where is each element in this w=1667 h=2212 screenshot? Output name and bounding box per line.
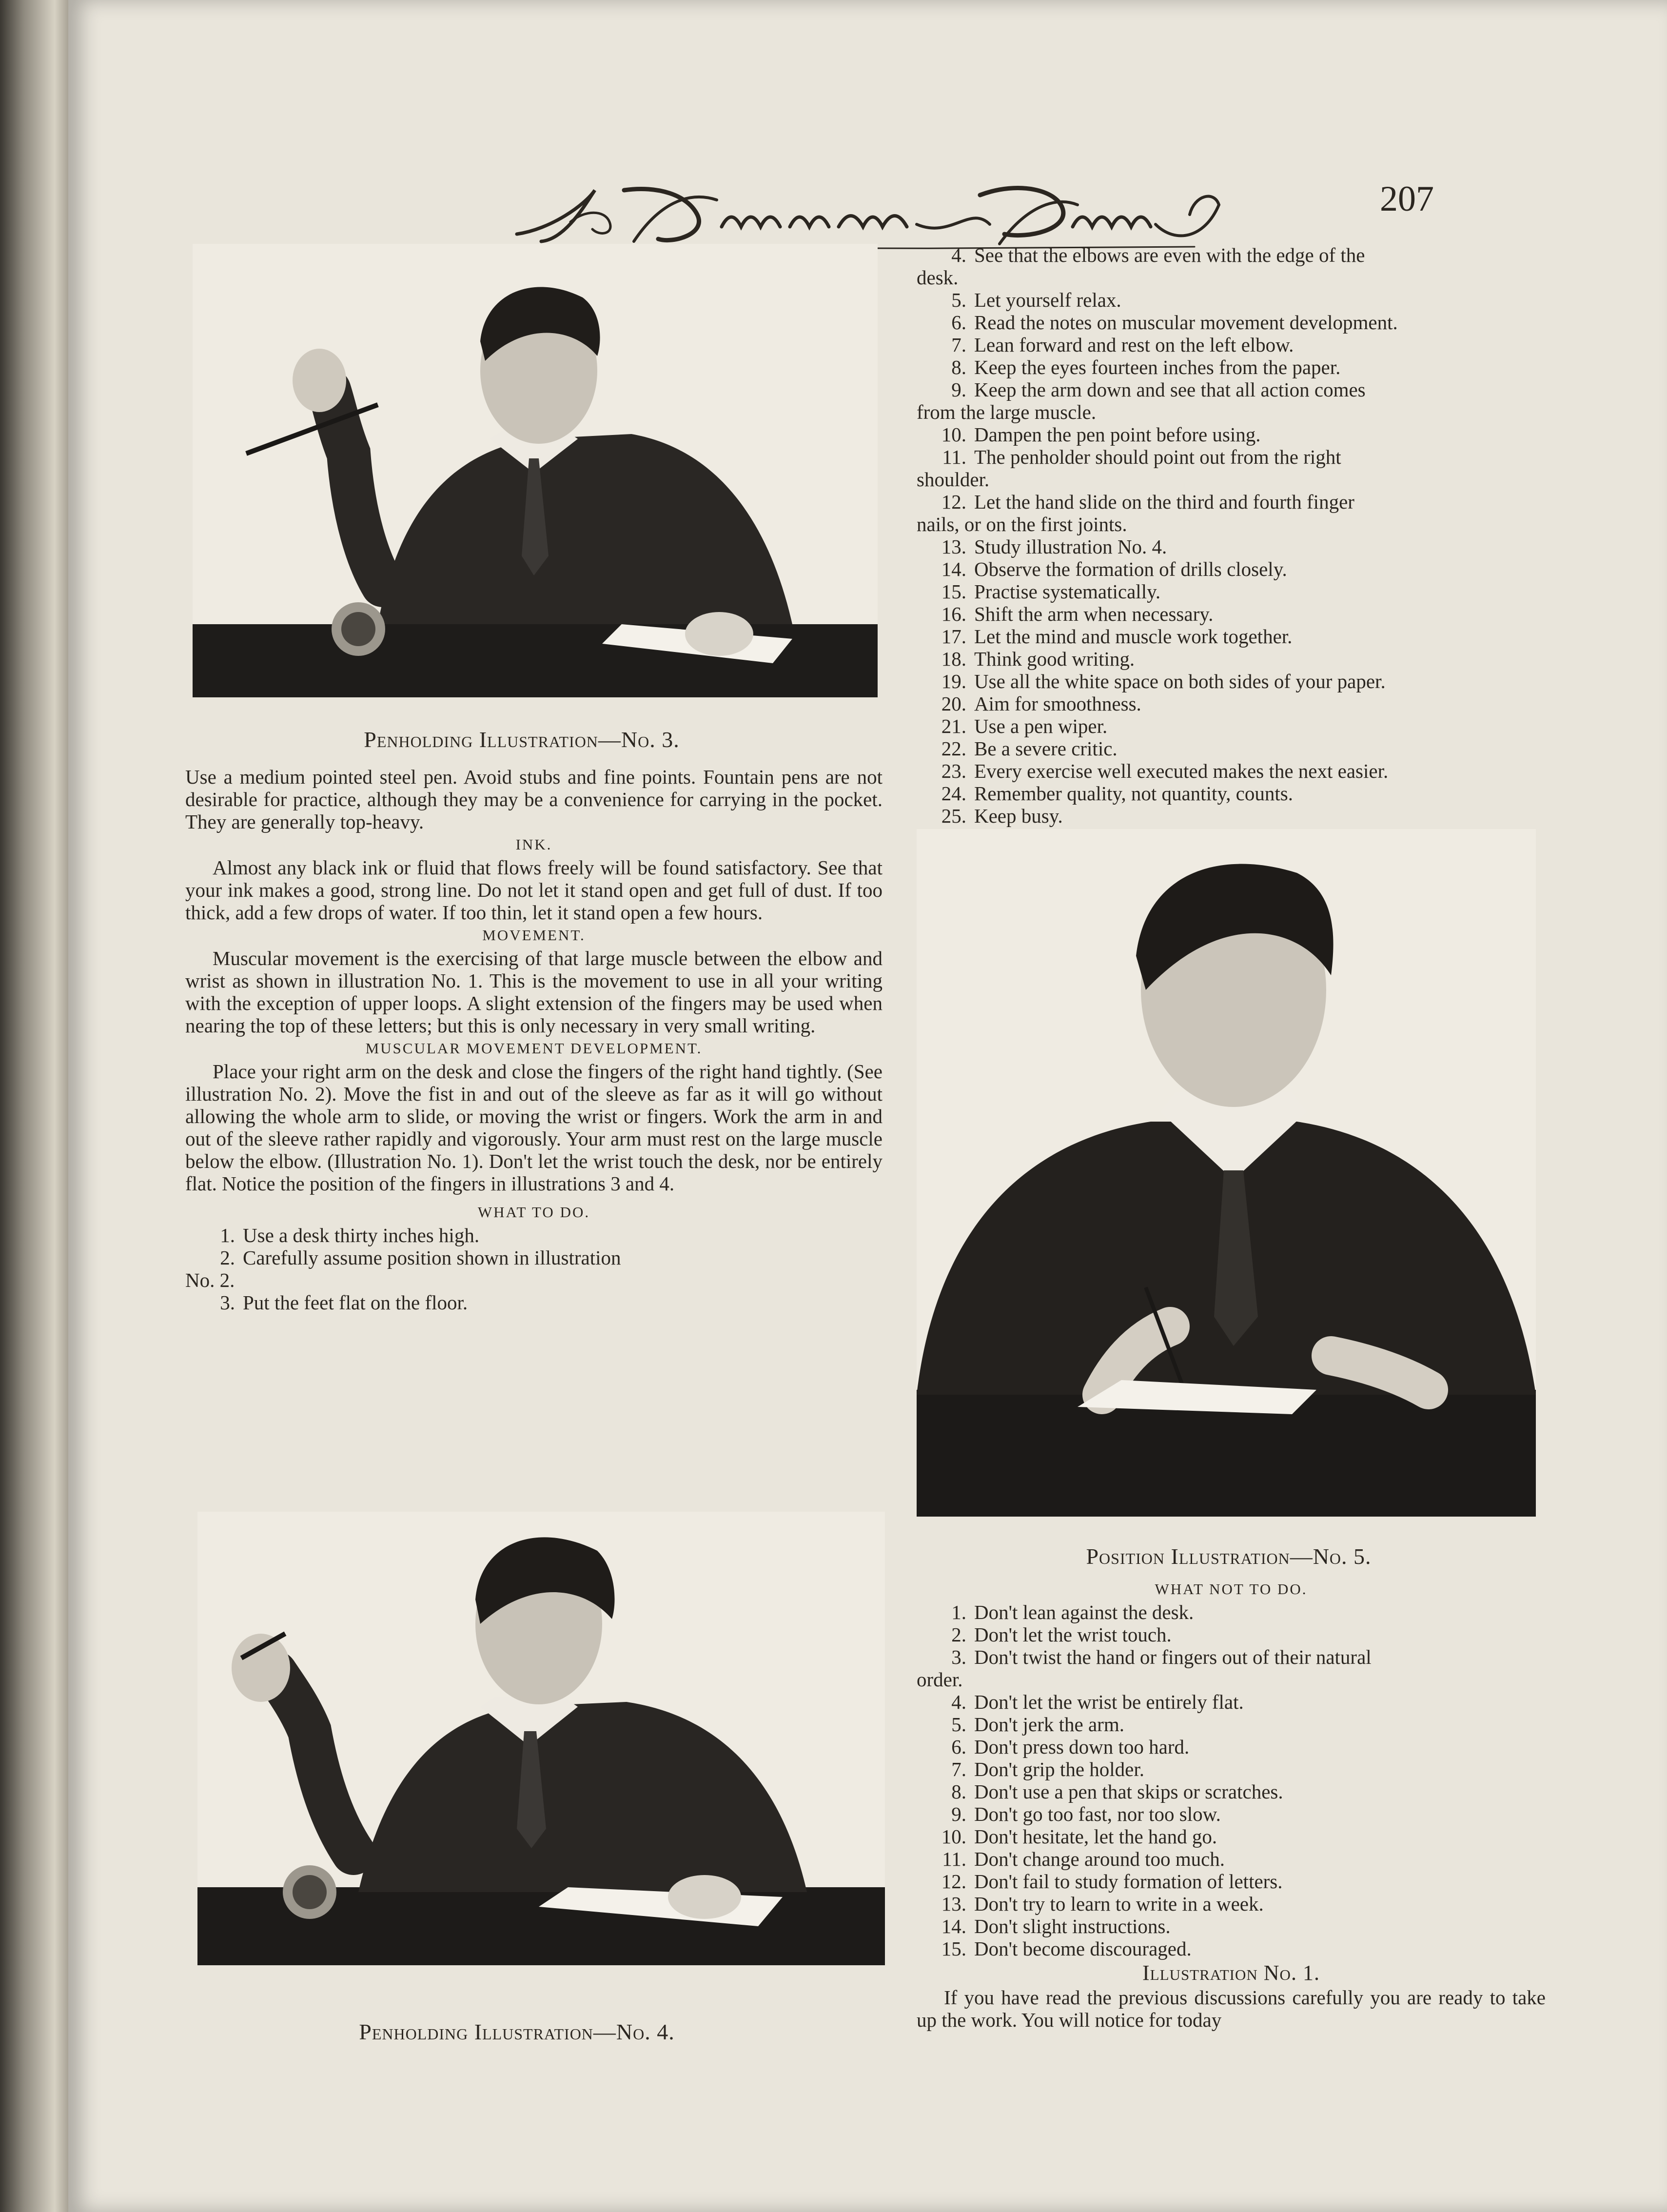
list-item-text: Don't press down too hard. [974,1736,1190,1758]
list-item-number: 9. [951,1803,966,1825]
list-item-number: 1. [220,1224,235,1246]
list-item-continuation: No. 2. [185,1269,235,1291]
list-item-number: 23. [941,760,966,782]
list-item [917,1893,1546,1915]
list-item-text: Let the mind and muscle work together. [974,625,1293,648]
list-item-continuation: shoulder. [917,468,990,491]
list-item [917,625,1531,648]
list-item [185,1291,883,1314]
list-item [917,603,1531,625]
list-item [917,1780,1546,1803]
list-item-text: Don't try to learn to write in a week. [974,1893,1264,1915]
photo-penholding-3 [193,244,878,697]
list-item-number: 18. [941,648,966,670]
photo-position-5 [917,829,1536,1517]
list-item-continuation: nails, or on the first joints. [917,513,1127,535]
list-item [917,1937,1546,1960]
list-item-number: 25. [941,805,966,827]
illustration-1-heading: Illustration No. 1. [1142,1961,1320,1985]
list-item-number: 22. [941,737,966,760]
list-item [917,1848,1546,1870]
list-item-number: 24. [941,782,966,805]
list-item-text: See that the elbows are even with the edge of the [974,244,1365,266]
list-item-number: 20. [941,692,966,715]
list-item-number: 4. [951,1691,966,1713]
list-item-text: Aim for smoothness. [974,692,1141,715]
list-item-continuation: order. [917,1668,963,1691]
list-item-continuation: desk. [917,266,959,289]
list-item-text: Let yourself relax. [974,289,1121,311]
list-item [917,737,1531,760]
list-item-text: Read the notes on muscular movement development. [974,311,1398,334]
list-item [917,670,1531,692]
list-item-text: Carefully assume position shown in illustration [243,1246,621,1269]
list-item-text: Don't grip the holder. [974,1758,1145,1780]
previous-page-edge [0,0,68,2212]
ink-paragraph: Almost any black ink or fluid that flows freely will be found satisfactory. See that your ink makes a good, strong line. Do not let it stand open and get full of dust. If too thick, add a few drops of water. If too thin, let it stand open a few hours. [185,856,883,924]
list-item-number: 9. [951,378,966,401]
list-item [917,558,1531,580]
list-item-number: 17. [941,625,966,648]
masthead-logo [512,176,1224,254]
list-item-text: Don't let the wrist touch. [974,1623,1172,1646]
list-item-number: 3. [220,1291,235,1314]
what-to-do-list-rest [917,244,1531,827]
page-number: 207 [1380,179,1434,219]
list-item [917,1803,1546,1825]
list-item-text: Think good writing. [974,648,1135,670]
list-item-number: 11. [942,1848,966,1870]
list-item [917,1601,1546,1623]
list-item-text: Lean forward and rest on the left elbow. [974,334,1294,356]
list-item-text: Don't change around too much. [974,1848,1225,1870]
list-item [917,356,1531,378]
list-item-text: Don't twist the hand or fingers out of their natural [974,1646,1372,1668]
pen-paragraph: Use a medium pointed steel pen. Avoid stubs and fine points. Fountain pens are not desirable for practice, although they may be a convenience for carrying in the pocket. They are generally top-heavy. [185,766,883,833]
list-item [917,715,1531,737]
caption-penholding-4: Penholding Illustration—No. 4. [359,2019,675,2044]
list-item-number: 12. [941,491,966,513]
list-item-number: 8. [951,356,966,378]
illustration-1-paragraph: If you have read the previous discussions carefully you are ready to take up the work. You will notice for today [917,1986,1546,2031]
list-item [917,535,1531,558]
list-item-text: Be a severe critic. [974,737,1118,760]
list-item-continuation: from the large muscle. [917,401,1097,423]
what-to-do-heading: WHAT TO DO. [477,1204,590,1221]
list-item-number: 11. [942,446,966,468]
caption-position-5: Position Illustration—No. 5. [1086,1544,1372,1569]
list-item-number: 3. [951,1646,966,1668]
list-item-text: Observe the formation of drills closely. [974,558,1287,580]
list-item [917,692,1531,715]
list-item [917,1915,1546,1937]
list-item-number: 12. [941,1870,966,1893]
list-item-number: 14. [941,1915,966,1937]
list-item-number: 2. [220,1246,235,1269]
list-item-number: 15. [941,1937,966,1960]
list-item [917,1713,1546,1736]
list-item-text: Don't use a pen that skips or scratches. [974,1780,1283,1803]
what-not-to-do-heading: WHAT NOT TO DO. [1155,1580,1308,1598]
list-item [917,446,1531,491]
list-item [917,244,1531,289]
list-item-number: 14. [941,558,966,580]
list-item-text: Remember quality, not quantity, counts. [974,782,1293,805]
list-item-number: 10. [941,423,966,446]
list-item-number: 6. [951,1736,966,1758]
list-item [917,782,1531,805]
list-item-text: The penholder should point out from the right [974,446,1341,468]
list-item-text: Don't lean against the desk. [974,1601,1194,1623]
list-item-text: Keep the eyes fourteen inches from the paper. [974,356,1341,378]
photo-penholding-4 [197,1512,885,1965]
list-item-text: Every exercise well executed makes the next easier. [974,760,1389,782]
list-item-number: 16. [941,603,966,625]
list-item-text: Study illustration No. 4. [974,535,1167,558]
movement-paragraph: Muscular movement is the exercising of that large muscle between the elbow and wrist as shown in illustration No. 1. This is the movement to use in all your writing with the exception of upper loops. A slight extension of the fingers may be used when nearing the top of these letters; but this is only necessary in very small writing. [185,947,883,1037]
list-item-text: Let the hand slide on the third and fourth finger [974,491,1354,513]
list-item [917,1736,1546,1758]
list-item-text: Dampen the pen point before using. [974,423,1261,446]
list-item-number: 13. [941,535,966,558]
list-item-text: Don't go too fast, nor too slow. [974,1803,1221,1825]
list-item-number: 10. [941,1825,966,1848]
list-item [917,580,1531,603]
list-item-number: 1. [951,1601,966,1623]
list-item [917,760,1531,782]
list-item-text: Don't slight instructions. [974,1915,1171,1937]
list-item-text: Don't hesitate, let the hand go. [974,1825,1217,1848]
list-item-text: Don't become discouraged. [974,1937,1192,1960]
list-item-text: Shift the arm when necessary. [974,603,1214,625]
magazine-page [68,0,1667,2212]
what-to-do-list-start [185,1224,883,1314]
list-item [917,334,1531,356]
list-item-text: Don't let the wrist be entirely flat. [974,1691,1244,1713]
list-item-text: Put the feet flat on the floor. [243,1291,468,1314]
list-item [917,1870,1546,1893]
list-item [917,1623,1546,1646]
list-item-number: 21. [941,715,966,737]
list-item-number: 4. [951,244,966,266]
list-item-number: 13. [941,1893,966,1915]
list-item [917,1691,1546,1713]
list-item [917,423,1531,446]
list-item-text: Keep the arm down and see that all action comes [974,378,1366,401]
list-item-number: 6. [951,311,966,334]
list-item-number: 19. [941,670,966,692]
list-item-number: 15. [941,580,966,603]
list-item [917,805,1531,827]
muscular-movement-paragraph: Place your right arm on the desk and close the fingers of the right hand tightly. (See illustration No. 2). Move the fist in and out of the sleeve as far as it will go without allowing the whole arm to slide, or moving the wrist or fingers. Work the arm in and out of the sleeve rather rapidly and vigorously. Your arm must rest on the large muscle below the elbow. (Illustration No. 1). Don't let the wrist touch the desk, nor be entirely flat. Notice the position of the fingers in illustrations 3 and 4. [185,1060,883,1195]
list-item-text: Practise systematically. [974,580,1161,603]
list-item [917,1825,1546,1848]
right-column-top-list [917,244,1531,827]
list-item-text: Use a desk thirty inches high. [243,1224,480,1246]
list-item [185,1246,883,1291]
what-not-to-do-list [917,1601,1546,1960]
list-item-number: 7. [951,334,966,356]
list-item-number: 5. [951,1713,966,1736]
list-item [917,491,1531,535]
list-item-number: 5. [951,289,966,311]
list-item [917,378,1531,423]
list-item-text: Don't fail to study formation of letters. [974,1870,1283,1893]
list-item-text: Don't jerk the arm. [974,1713,1124,1736]
list-item-number: 2. [951,1623,966,1646]
list-item [917,648,1531,670]
list-item [917,289,1531,311]
list-item-text: Use all the white space on both sides of your paper. [974,670,1386,692]
caption-penholding-3: Penholding Illustration—No. 3. [364,727,680,752]
list-item [917,1758,1546,1780]
list-item [185,1224,883,1246]
muscular-movement-heading: MUSCULAR MOVEMENT DEVELOPMENT. [365,1040,703,1057]
list-item-number: 7. [951,1758,966,1780]
list-item [917,1646,1546,1691]
list-item-number: 8. [951,1780,966,1803]
left-column-text [185,766,883,1314]
right-column-bottom-text [917,1578,1546,2031]
movement-heading: MOVEMENT. [482,927,586,944]
list-item-text: Use a pen wiper. [974,715,1108,737]
list-item [917,311,1531,334]
list-item-text: Keep busy. [974,805,1063,827]
ink-heading: INK. [515,836,552,853]
